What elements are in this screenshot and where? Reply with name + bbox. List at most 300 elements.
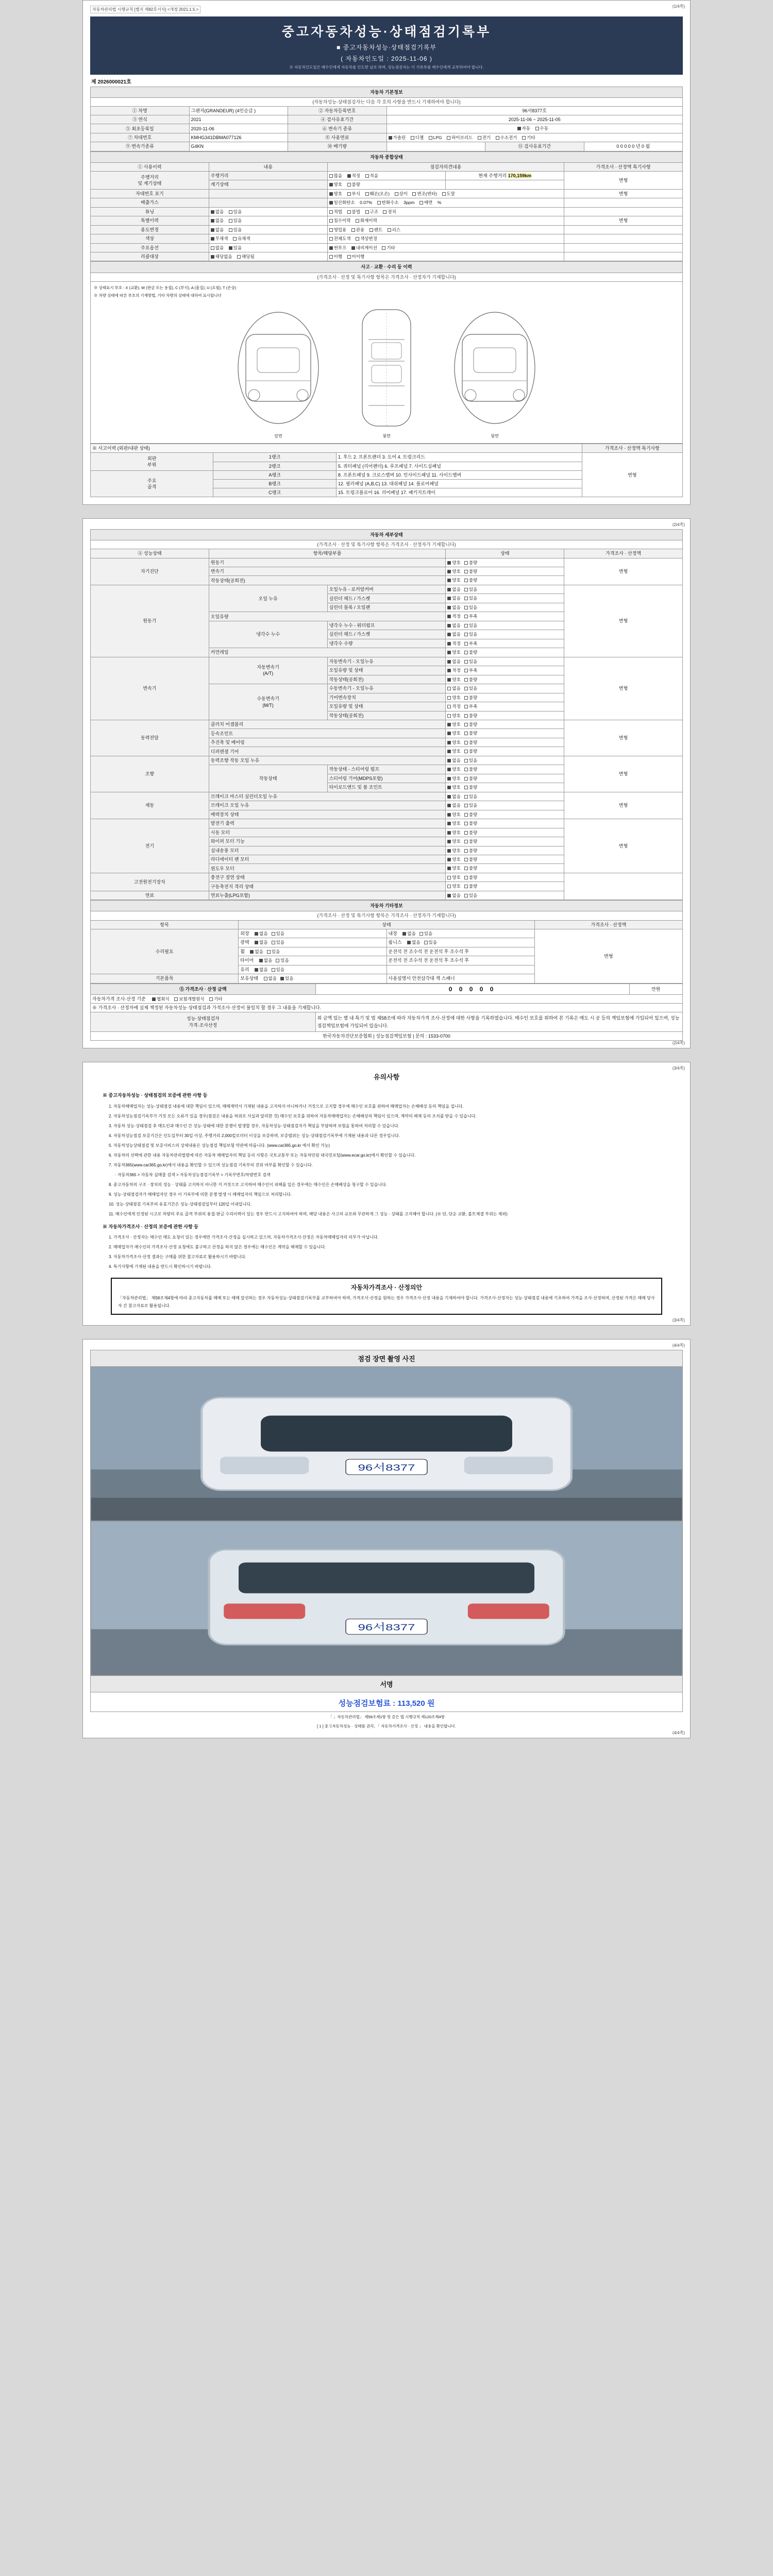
detail-subheading: (가격조사 · 산정 및 특기사항 항목은 가격조사 · 산정자가 기재합니다) bbox=[91, 540, 683, 549]
rank-value-3: 8. 프론트패널 9. 크로스멤버 10. 인사이드패널 11. 사이드멤버 bbox=[336, 470, 582, 479]
notice-section-1: ※ 중고자동차성능 · 상태점검의 보증에 관한 사항 등 bbox=[103, 1092, 208, 1098]
tuning-detail bbox=[327, 207, 564, 216]
value-displacement bbox=[386, 142, 485, 151]
price-note-vin: 변형 bbox=[564, 189, 683, 198]
price-note-recall bbox=[564, 252, 683, 261]
detail-state-blower bbox=[446, 846, 564, 855]
cb-bad[interactable]: 불량 bbox=[464, 740, 477, 745]
rank-group-outer: 외판 부위 bbox=[91, 453, 213, 470]
opt-special-none[interactable]: 없음 bbox=[211, 218, 224, 224]
cb-bad[interactable]: 불량 bbox=[464, 650, 477, 655]
opt-usage-rent[interactable]: 렌트 bbox=[369, 227, 382, 233]
cb-good[interactable]: 양호 bbox=[447, 785, 460, 790]
car-view-rear bbox=[430, 303, 559, 439]
detail-state-battery-isolation bbox=[446, 882, 564, 891]
detail-sub-steer-operation: 작동상태 bbox=[209, 765, 327, 792]
detail-item-booster: 배력장치 상태 bbox=[209, 810, 446, 819]
cb-yes[interactable]: 있음 bbox=[464, 605, 477, 611]
cb-none[interactable]: 없음 bbox=[447, 659, 460, 665]
detail-group-hv: 고전원전기장치 bbox=[91, 873, 209, 891]
cb-good[interactable]: 양호 bbox=[447, 812, 460, 818]
group-mileage: 주행거리 및 계기상태 bbox=[91, 171, 209, 189]
cb-yes[interactable]: 있음 bbox=[464, 659, 477, 665]
item-mileage: 주행거리 bbox=[209, 171, 327, 180]
detail-item-head-gasket: 실린더 헤드 / 가스켓 bbox=[327, 594, 446, 603]
detail-item-mt-gearshift: 기어변속장치 bbox=[327, 693, 446, 702]
cb-bad[interactable]: 불량 bbox=[464, 866, 477, 871]
etc-label-possession: 보유상태 bbox=[240, 976, 259, 981]
mileage-value-cell: 현재 주행거리 170,159km bbox=[446, 171, 564, 180]
opt-color-change[interactable]: 색상변경 bbox=[356, 236, 377, 242]
detail-state-mt-idle bbox=[446, 711, 564, 720]
item-meter-state: 계기상태 bbox=[209, 180, 327, 189]
cb-good[interactable]: 양호 bbox=[447, 839, 460, 844]
cb-yes[interactable]: 있음 bbox=[276, 958, 289, 963]
car-rear-svg bbox=[430, 303, 559, 432]
cb-none[interactable]: 없음 bbox=[250, 949, 263, 955]
cb-low[interactable]: 부족 bbox=[464, 704, 477, 709]
detail-price-hv bbox=[564, 873, 683, 900]
cb-good[interactable]: 양호 bbox=[447, 740, 460, 745]
cb-good[interactable]: 양호 bbox=[447, 866, 460, 871]
detail-item-waterpump: 냉각수 누수 - 워터펌프 bbox=[327, 621, 446, 630]
opt-fuel-hydrogen[interactable]: 수소전기 bbox=[496, 135, 517, 141]
cb-none[interactable]: 없음 bbox=[255, 931, 267, 937]
cb-bad[interactable]: 불량 bbox=[464, 731, 477, 736]
cb-none[interactable]: 없음 bbox=[255, 967, 267, 973]
cb-yes[interactable]: 있음 bbox=[267, 949, 280, 955]
cb-none[interactable]: 없음 bbox=[447, 632, 460, 637]
notice-item-2: 2. 자동차성능점검기록부가 거짓 모든 오류가 있을 경우(점검은 내용을 허위로 사실과 달리한 것) 매수인 보호를 위하여 자동차매매업자는 손해배상의 책임이 있으며, 계약의 해제 등의 조치를 받을 수 있습니다. bbox=[109, 1113, 477, 1118]
detail-price-engine: 변형 bbox=[564, 585, 683, 657]
opt-options-none[interactable]: 없음 bbox=[211, 245, 224, 251]
cb-none[interactable]: 없음 bbox=[264, 976, 277, 981]
notice-item-9: 9. 성능·상태점검자가 매매업자인 경우 이 기록부에 의한 분쟁 발생 시 매매업자의 책임으로 처리합니다. bbox=[109, 1192, 292, 1197]
cb-bad[interactable]: 불량 bbox=[464, 560, 477, 566]
rank-label-1: 1랭크 bbox=[213, 453, 336, 462]
opt-vin-different[interactable]: 상이 bbox=[395, 191, 408, 197]
detail-item-radiator-fan: 라디에이터 팬 모터 bbox=[209, 855, 446, 864]
cb-bad[interactable]: 불량 bbox=[464, 677, 477, 683]
opt-recall-none[interactable]: 해당없음 bbox=[211, 254, 232, 260]
cb-yes[interactable]: 있음 bbox=[419, 931, 432, 937]
value-inspection-period: 0 0 0 0 0 년 0 월 bbox=[584, 142, 683, 151]
group-recall: 리콜대상 bbox=[91, 252, 209, 261]
cb-bad[interactable]: 불량 bbox=[464, 569, 477, 574]
detail-state-at-oilqty bbox=[446, 666, 564, 675]
detail-sub-auto-trans: 자동변속기 (A/T) bbox=[209, 657, 327, 684]
cb-good[interactable]: 양호 bbox=[447, 722, 460, 727]
opt-vin-good[interactable]: 양호 bbox=[329, 191, 342, 197]
opt-transmission-auto[interactable]: 자동 bbox=[517, 126, 530, 131]
cb-none[interactable]: 없음 bbox=[447, 758, 460, 764]
opt-hc[interactable]: 탄화수소 bbox=[377, 200, 399, 206]
cb-yes[interactable]: 있음 bbox=[464, 893, 477, 899]
opt-flood-history[interactable]: 침수이력 bbox=[329, 218, 351, 224]
opt-fuel-diesel[interactable]: 디젤 bbox=[411, 135, 424, 141]
label-displacement: ⑩ 배기량 bbox=[288, 142, 387, 151]
cb-good[interactable]: 양호 bbox=[447, 560, 460, 566]
detail-item-ps-leak: 동력조향 작동 오일 누유 bbox=[209, 756, 446, 765]
detail-state-at-leak bbox=[446, 657, 564, 666]
car-view-top bbox=[348, 303, 425, 439]
cb-yes[interactable]: 있음 bbox=[464, 587, 477, 592]
cb-yes[interactable]: 있음 bbox=[424, 940, 437, 945]
cb-good[interactable]: 양호 bbox=[447, 677, 460, 683]
opt-mileage-few[interactable]: 적음 bbox=[365, 173, 378, 179]
value-inspection-validity: 2025-11-06 ~ 2025-11-05 bbox=[386, 115, 683, 124]
cb-good[interactable]: 양호 bbox=[447, 857, 460, 862]
etc-price-note: 변형 bbox=[534, 929, 682, 983]
opt-usage-yes[interactable]: 있음 bbox=[229, 227, 242, 233]
detail-state-rockercover bbox=[446, 585, 564, 594]
accident-price-note: 변형 bbox=[582, 453, 682, 497]
detail-state-cvjoint bbox=[446, 729, 564, 738]
cb-yes[interactable]: 있음 bbox=[464, 794, 477, 800]
price-amount: 0 0 0 0 0 bbox=[315, 984, 629, 994]
opt-tuning-legal[interactable]: 적법 bbox=[329, 209, 342, 215]
opt-fuel-electric[interactable]: 전기 bbox=[478, 135, 491, 141]
cb-good[interactable]: 양호 bbox=[447, 731, 460, 736]
price-unit: 만원 bbox=[629, 984, 682, 994]
cb-good[interactable]: 양호 bbox=[447, 569, 460, 574]
detail-item-rockercover: 오일누유 - 로커암커버 bbox=[327, 585, 446, 594]
detail-state-master-cyl bbox=[446, 792, 564, 801]
opt-mileage-normal[interactable]: 적정 bbox=[347, 173, 360, 179]
opt-transmission-manual[interactable]: 수동 bbox=[535, 126, 548, 131]
cb-bad[interactable]: 불량 bbox=[464, 821, 477, 826]
detail-state-head-gasket2 bbox=[446, 630, 564, 639]
cb-none[interactable]: 없음 bbox=[447, 794, 460, 800]
damage-diagram bbox=[94, 300, 679, 440]
cb-none[interactable]: 없음 bbox=[447, 587, 460, 592]
opt-usage-commercial[interactable]: 영업용 bbox=[329, 227, 347, 233]
cb-bad[interactable]: 불량 bbox=[464, 578, 477, 583]
diagram-note-2: ※ 차량 상태에 따른 부호의 기재방법, 기타 차량의 상태에 대하여 표시합니다 bbox=[94, 293, 222, 298]
detail-item-ps-pump: 작동상태 - 스티어링 펌프 bbox=[327, 765, 446, 774]
cb-bad[interactable]: 불량 bbox=[464, 785, 477, 790]
guarantee-title: 자동차가격조사 · 산정의안 bbox=[350, 1284, 423, 1292]
cb-none[interactable]: 없음 bbox=[447, 596, 460, 601]
page-4 bbox=[82, 1339, 691, 1738]
cb-yes[interactable]: 있음 bbox=[464, 632, 477, 637]
detail-group-powertrain: 동력전달 bbox=[91, 720, 209, 756]
footnote-2: [ 1 ] 중고자동차성능 · 상태를 권리, 「 자동차가격조사 · 산정 」 내용을 확인합니다. bbox=[317, 1724, 456, 1729]
opt-full-repaint[interactable]: 전체도색 bbox=[329, 236, 351, 242]
cb-none[interactable]: 없음 bbox=[255, 940, 267, 945]
cb-ok[interactable]: 적정 bbox=[447, 641, 460, 647]
accident-heading: 사고 · 교환 · 수리 등 이력 bbox=[91, 262, 683, 273]
page-1 bbox=[82, 0, 691, 505]
notice-body bbox=[90, 1092, 683, 1271]
opt-co[interactable]: 일산화탄소 bbox=[329, 200, 355, 206]
opt-fuel-hybrid[interactable]: 하이브리드 bbox=[447, 135, 473, 141]
detail-item-idle-diag: 작동상태(공회전) bbox=[209, 576, 446, 585]
opt-smoke[interactable]: 매연 bbox=[419, 200, 432, 206]
notice-item-1: 1. 자동차매매업자는 성능·상태점검 내용에 대한 책임이 있으며, 매매계약서 기재된 내용을 고지하지 아니하거나 거짓으로 고지할 경우에 매수인 보호를 위하여 매매업자는 손해배상 등의 책임을 집니다. bbox=[109, 1104, 464, 1109]
cb-bad[interactable]: 불량 bbox=[464, 875, 477, 880]
opt-navigation[interactable]: 내비게이션 bbox=[351, 245, 377, 251]
price-basis-row bbox=[91, 994, 683, 1003]
cb-none[interactable]: 없음 bbox=[407, 940, 420, 945]
opt-usage-lease[interactable]: 리스 bbox=[388, 227, 400, 233]
label-first-registration: ⑤ 최초등록일 bbox=[91, 124, 190, 133]
cb-good[interactable]: 양호 bbox=[447, 830, 460, 836]
special-history-detail bbox=[327, 216, 564, 225]
guarantee-body: 「자동차관리법」 제58조제4항에 따라 중고자동차를 매매 또는 매매 알선하는 경우 자동차성능·상태점검기록부를 교부하여야 하며, 가격조사·산정을 원하는 경우 가격조사·산정 내용을 기재하여야 합니다. 가격조사·산정자는 성능·상태점검 내용에 기초하여 가격을 조사·산정하며, 산정된 가격은 매매 당사자 간 참고자료로 활용됩니다. bbox=[118, 1296, 655, 1308]
detail-group-steering: 조향 bbox=[91, 756, 209, 792]
cb-bad[interactable]: 불량 bbox=[464, 767, 477, 772]
cb-none[interactable]: 없음 bbox=[447, 623, 460, 629]
cb-low[interactable]: 부족 bbox=[464, 668, 477, 673]
cb-yes[interactable]: 있음 bbox=[272, 931, 284, 937]
opt-options-yes[interactable]: 있음 bbox=[229, 245, 242, 251]
detail-state-starter bbox=[446, 828, 564, 837]
page-number-top-1: (1/4쪽) bbox=[672, 4, 685, 9]
cb-good[interactable]: 양호 bbox=[447, 884, 460, 889]
emissions-values bbox=[327, 198, 564, 207]
cb-bad[interactable]: 불량 bbox=[464, 722, 477, 727]
opt-vin-damage[interactable]: 훼손(오손) bbox=[365, 191, 390, 197]
cb-good[interactable]: 양호 bbox=[447, 875, 460, 880]
label-inspection-period: ⑪ 검사유효기간 bbox=[485, 142, 584, 151]
rank-group-frame: 주요 골격 bbox=[91, 470, 213, 497]
value-fuel bbox=[386, 133, 683, 142]
detail-item-trans-diag: 변속기 bbox=[209, 567, 446, 576]
page-number-top-2: (2/4쪽) bbox=[672, 522, 685, 528]
basic-info-subheading: (자동차성능·상태점검자는 다음 각 호의 사항을 반드시 기재하여야 합니다) bbox=[91, 98, 683, 107]
detail-item-at-leak: 자동변속기 - 오일누유 bbox=[327, 657, 446, 666]
etc-item-interior bbox=[386, 929, 534, 938]
cb-none[interactable]: 없음 bbox=[447, 686, 460, 691]
opt-basis-etc[interactable]: 기타 bbox=[209, 996, 222, 1002]
cb-good[interactable]: 양호 bbox=[447, 578, 460, 583]
guarantee-box bbox=[111, 1278, 662, 1315]
etc-info-table bbox=[90, 900, 683, 983]
group-emissions: 배출가스 bbox=[91, 198, 209, 207]
detail-state-clutch bbox=[446, 720, 564, 728]
opt-color-chromatic[interactable]: 유채색 bbox=[233, 236, 250, 242]
cb-good[interactable]: 양호 bbox=[447, 776, 460, 782]
svg-text:96서8377: 96서8377 bbox=[358, 1462, 415, 1473]
opt-fuel-lpg[interactable]: LPG bbox=[429, 135, 442, 141]
cb-none[interactable]: 없음 bbox=[447, 893, 460, 899]
cb-bad[interactable]: 불량 bbox=[464, 776, 477, 782]
detail-heading: 자동차 세부상태 bbox=[91, 530, 683, 540]
detail-item-fuel-leak: 연료누출(LPG포함) bbox=[209, 891, 446, 900]
opt-fire-history[interactable]: 화재이력 bbox=[356, 218, 377, 224]
cb-low[interactable]: 부족 bbox=[464, 614, 477, 619]
caption-top: 윗면 bbox=[382, 434, 391, 439]
value-car-name: 그랜저(GRANDEUR) (4인승급 ) bbox=[189, 107, 288, 115]
group-usage-change: 용도변경 bbox=[91, 225, 209, 234]
etc-col-1: 항목 bbox=[91, 920, 239, 929]
inspection-insurance-fee bbox=[90, 1692, 683, 1712]
etc-subheading: (가격조사 · 산정 및 특기사항 항목은 가격조사 · 산정자가 기재합니다) bbox=[91, 911, 683, 920]
opt-basis-association[interactable]: 협회식 bbox=[152, 996, 170, 1002]
group-main-options: 주요옵션 bbox=[91, 243, 209, 252]
cb-good[interactable]: 양호 bbox=[447, 695, 460, 701]
accident-history-header bbox=[90, 261, 683, 281]
cb-none[interactable]: 없음 bbox=[402, 931, 415, 937]
opt-tuning-device[interactable]: 장치 bbox=[383, 209, 396, 215]
detail-state-brake-oil bbox=[446, 801, 564, 810]
cb-yes[interactable]: 있음 bbox=[464, 803, 477, 808]
detail-item-steer-gear: 스티어링 기어(MDPS포함) bbox=[327, 774, 446, 783]
cb-ok[interactable]: 적정 bbox=[447, 668, 460, 673]
damage-diagram-section bbox=[90, 282, 683, 444]
cb-ok[interactable]: 적정 bbox=[447, 704, 460, 709]
document-title-band bbox=[90, 16, 683, 75]
opt-options-etc[interactable]: 기타 bbox=[382, 245, 395, 251]
cb-bad[interactable]: 불량 bbox=[464, 812, 477, 818]
detail-state-propshaft bbox=[446, 738, 564, 747]
cb-good[interactable]: 양호 bbox=[447, 767, 460, 772]
opt-sunroof[interactable]: 썬루프 bbox=[329, 245, 347, 251]
page-number-bottom-2: (2/4쪽) bbox=[672, 1040, 685, 1045]
opt-tuning-illegal[interactable]: 불법 bbox=[347, 209, 360, 215]
etc-item-tire bbox=[239, 956, 386, 965]
cb-bad[interactable]: 불량 bbox=[464, 749, 477, 754]
page-subtitle: ■ 중고자동차성능·상태점검기록부 bbox=[337, 44, 436, 51]
cb-good[interactable]: 양호 bbox=[447, 848, 460, 854]
opt-special-yes[interactable]: 있음 bbox=[229, 218, 242, 224]
opt-vin-corrosion[interactable]: 부식 bbox=[347, 191, 360, 197]
opt-vin-altered[interactable]: 변조(변타) bbox=[412, 191, 437, 197]
opt-vin-erased[interactable]: 도말 bbox=[442, 191, 455, 197]
value-first-registration: 2020-11-06 bbox=[189, 124, 288, 133]
cb-good[interactable]: 양호 bbox=[447, 713, 460, 719]
cb-good[interactable]: 양호 bbox=[447, 821, 460, 826]
cb-bad[interactable]: 불량 bbox=[464, 695, 477, 701]
opt-tuning-none[interactable]: 없음 bbox=[211, 209, 224, 215]
signature-section-title: 서명 bbox=[90, 1676, 683, 1692]
opt-basis-insurance[interactable]: 보험개발원식 bbox=[174, 996, 204, 1002]
col-item: 내용 bbox=[209, 162, 327, 171]
cb-none[interactable]: 없음 bbox=[259, 958, 272, 963]
detail-col-4: 가격조사 · 산정액 bbox=[564, 549, 683, 558]
cb-none[interactable]: 없음 bbox=[447, 803, 460, 808]
notice-item-11: 11. 매수인에게 인정된 시고로 차량의 주요 골격 부위의 용접·판금 수리이력이 있는 경우 반드시 고지하여야 하며, 해당 내용은 사고의 규모와 무관하게 그 성능 · 상태를 고지해야 합니다. (※ 단, 단순 교환, 볼트체결 부위는 제외) bbox=[109, 1211, 508, 1216]
detail-item-cvjoint: 등속조인트 bbox=[209, 729, 446, 738]
cb-low[interactable]: 부족 bbox=[464, 641, 477, 647]
page-number-top-3: (3/4쪽) bbox=[672, 1065, 685, 1071]
opt-fuel-etc[interactable]: 기타 bbox=[522, 135, 535, 141]
price-body-text: 위 금액 있는 별 내 특기 및 법 제58조에 따라 자동차가격 조사·산정에 대한 사항을 기록하였습니다. 매수인 보호를 위하여 본 기록은 매도 시 공 등의 책임보험에 가입되어 있으며, 성능점검책임보험에 가입되어 있습니다. bbox=[315, 1012, 682, 1031]
cb-yes[interactable]: 있음 bbox=[280, 976, 293, 981]
etc-basic-items-list: 사용설명서 안전삼각대 잭 스패너 bbox=[386, 974, 534, 983]
detail-item-at-idle: 작동상태(공회전) bbox=[327, 675, 446, 684]
opt-mileage-many[interactable]: 많음 bbox=[329, 173, 342, 179]
detail-state-head-gasket bbox=[446, 594, 564, 603]
etc-item-polish bbox=[239, 938, 386, 947]
etc-tire-positions: 운전석 전 조수석 전 운전석 후 조수석 후 bbox=[386, 956, 534, 965]
cb-none[interactable]: 없음 bbox=[447, 605, 460, 611]
cb-bad[interactable]: 불량 bbox=[464, 830, 477, 836]
opt-fuel-gasoline[interactable]: 가솔린 bbox=[389, 135, 406, 141]
detail-sub-coolant-leak: 냉각수 누수 bbox=[209, 621, 327, 648]
cb-good[interactable]: 양호 bbox=[447, 650, 460, 655]
opt-recall-notdone[interactable]: 미이행 bbox=[347, 254, 365, 260]
detail-item-commonrail: 커먼레일 bbox=[209, 648, 446, 657]
detail-item-mt-oilqty: 오일유량 및 상태 bbox=[327, 702, 446, 711]
cb-yes[interactable]: 있음 bbox=[464, 623, 477, 629]
opt-usage-none[interactable]: 없음 bbox=[211, 227, 224, 233]
detail-group-fuel: 연료 bbox=[91, 891, 209, 900]
col-use-history: ① 사용이력 bbox=[91, 162, 209, 171]
detail-state-window-motor bbox=[446, 864, 564, 873]
cb-yes[interactable]: 있음 bbox=[464, 758, 477, 764]
cb-good[interactable]: 양호 bbox=[447, 749, 460, 754]
cb-bad[interactable]: 불량 bbox=[464, 713, 477, 719]
detail-state-alternator bbox=[446, 819, 564, 828]
detail-group-selfdiag: 자기진단 bbox=[91, 558, 209, 585]
notice2-item-1: 1. 가격조사 · 산정자는 매수인 매도 요청이 있는 경우에만 가격조사·산정을 실시하고 있으며, 자동차가격조사·산정은 자동차매매업자의 의무가 아닙니다. bbox=[109, 1235, 379, 1240]
label-inspection-validity: ④ 검사유효기간 bbox=[288, 115, 387, 124]
detail-state-tierod bbox=[446, 783, 564, 792]
cb-yes[interactable]: 있음 bbox=[464, 596, 477, 601]
etc-col-2: 상태 bbox=[239, 920, 535, 929]
accident-subheading: (가격조사 · 산정 및 특기사항 항목은 가격조사 · 산정자가 기재합니다) bbox=[91, 273, 683, 281]
cb-ok[interactable]: 적정 bbox=[447, 614, 460, 619]
detail-price-powertrain: 변형 bbox=[564, 720, 683, 756]
detail-col-3: 상태 bbox=[446, 549, 564, 558]
cb-yes[interactable]: 있음 bbox=[272, 967, 284, 973]
opt-color-achromatic[interactable]: 무채색 bbox=[211, 236, 228, 242]
detail-state-booster bbox=[446, 810, 564, 819]
group-special-history: 특별이력 bbox=[91, 216, 209, 225]
price-signer-labels bbox=[91, 1012, 316, 1031]
detail-state-coolant-qty bbox=[446, 639, 564, 648]
etc-label-exterior: 외장 bbox=[240, 930, 249, 936]
fee-value: 113,520 bbox=[397, 1699, 425, 1708]
cb-bad[interactable]: 불량 bbox=[464, 857, 477, 862]
opt-recall-yes[interactable]: 해당됨 bbox=[237, 254, 255, 260]
cb-bad[interactable]: 불량 bbox=[464, 839, 477, 844]
notice-item-5: 5. 자동차성능상태점검 및 보증서비스의 상세내용은 성능점검 책임보험 약관에 따릅니다. (www.car365.go.kr 에서 확인 가능) bbox=[109, 1143, 330, 1148]
price-note-1: ※ 가격조사 · 산정자에 실제 책정된 자동차성능·상태점검과 가격조사·산정이 불일치 할 경우 그 내용을 기재합니다. bbox=[91, 1004, 683, 1012]
etc-label-roomnoise: 룸니스 bbox=[388, 940, 402, 945]
etc-glass-detail bbox=[386, 965, 534, 974]
rank-value-2: 5. 쿼터패널 (리어팬더) 6. 루프패널 7. 사이드실패널 bbox=[336, 462, 582, 470]
notice-item-3: 3. 자동차 성능·상태점검 후 매도인과 매수인 간 성능·상태에 대한 분쟁이 발생할 경우, 자동차성능·상태점검자가 책임을 부담하며 보험을 통하여 처리할 수 있습니다. bbox=[109, 1123, 399, 1128]
detail-state-charge-port bbox=[446, 873, 564, 882]
etc-item-exterior bbox=[239, 929, 386, 938]
detail-item-master-cyl: 브레이크 마스터 실린더오일 누유 bbox=[209, 792, 446, 801]
opt-tuning-yes[interactable]: 있음 bbox=[229, 209, 242, 215]
cb-yes[interactable]: 있음 bbox=[272, 940, 284, 945]
notice-item-4: 4. 자동차성능점검 보증기간은 인도일부터 30일 이상, 주행거리 2,000킬로미터 이상을 보증하며, 보증범위는 성능·상태점검기록부에 기재된 내용과 다른 경우입니다. bbox=[109, 1133, 400, 1138]
opt-meter-bad[interactable]: 불량 bbox=[347, 182, 360, 188]
cb-bad[interactable]: 불량 bbox=[464, 884, 477, 889]
opt-usage-government[interactable]: 관용 bbox=[351, 227, 364, 233]
overall-heading: 자동차 종합상태 bbox=[91, 151, 683, 162]
caption-rear: 뒷면 bbox=[491, 434, 499, 439]
opt-meter-good[interactable]: 양호 bbox=[329, 182, 342, 188]
opt-tuning-structure[interactable]: 구조 bbox=[365, 209, 378, 215]
detail-item-propshaft: 추진축 및 베어링 bbox=[209, 738, 446, 747]
detail-price-transmission: 변형 bbox=[564, 657, 683, 720]
detail-sub-manual-trans: 수동변속기 (M/T) bbox=[209, 684, 327, 720]
cb-bad[interactable]: 불량 bbox=[464, 848, 477, 854]
page-title: 중고자동차성능·상태점검기록부 bbox=[281, 25, 492, 39]
price-note-color bbox=[564, 234, 683, 243]
opt-recall-done[interactable]: 이행 bbox=[329, 254, 342, 260]
detail-item-tierod: 타이로드엔드 및 볼 조인트 bbox=[327, 783, 446, 792]
main-options-detail bbox=[327, 243, 564, 252]
cb-yes[interactable]: 있음 bbox=[464, 686, 477, 691]
detail-group-engine: 원동기 bbox=[91, 585, 209, 657]
